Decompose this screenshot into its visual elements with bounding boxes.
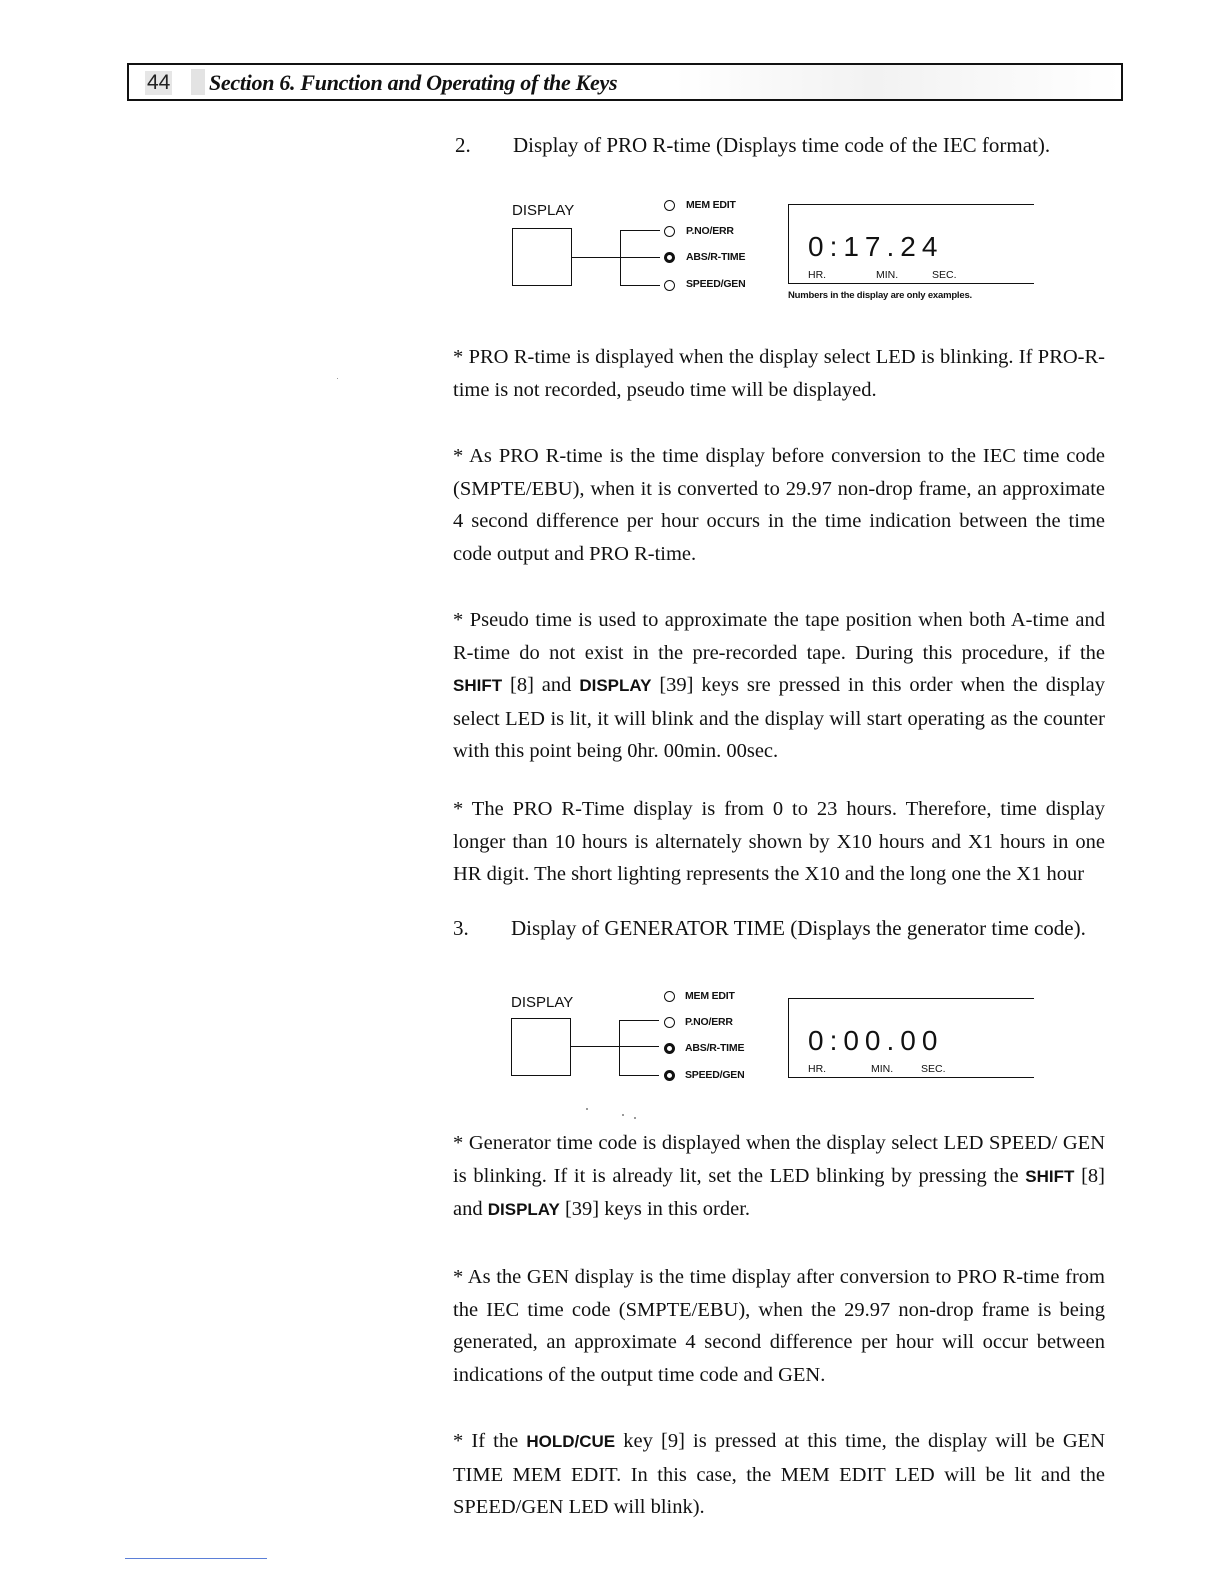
paragraph-text: [39] keys in this order. (559, 1198, 751, 1221)
body-paragraph (453, 1425, 1105, 1524)
scan-speck (586, 1108, 588, 1110)
paragraph-text: * Generator time code is displayed when the display select LED SPEED/ GEN is blinking. If it is already lit, set the LED blinking by pressing the (453, 1132, 1105, 1187)
led-label-mem-edit: MEM EDIT (686, 199, 736, 211)
connector-line (620, 257, 660, 258)
led-label-pno-err: P.NO/ERR (685, 1016, 733, 1028)
connector-line (620, 230, 660, 231)
connector-line (620, 285, 660, 286)
connector-bus (620, 230, 621, 286)
lcd-frame-top (788, 998, 1034, 999)
led-indicator-active (664, 1070, 675, 1081)
scan-speck (634, 1117, 636, 1119)
unit-hr: HR. (808, 1063, 827, 1075)
body-paragraph (453, 1127, 1105, 1227)
time-display-value: 0:00.00 (808, 1025, 944, 1056)
key-name: DISPLAY (579, 676, 652, 696)
lcd-frame-bottom (788, 1077, 1034, 1078)
led-label-speed-gen: SPEED/GEN (686, 278, 746, 290)
key-name: DISPLAY (487, 1200, 560, 1220)
connector-line (619, 1020, 659, 1021)
led-label-abs-rtime: ABS/R-TIME (685, 1042, 745, 1054)
display-key-label: DISPLAY (512, 202, 575, 219)
display-key-box (511, 1018, 571, 1076)
paragraph-text: key [9] is pressed at this time, the display will be GEN TIME MEM EDIT. In this case, the MEM EDIT LED will be lit and the SPEED/GEN LED will blink). (453, 1430, 1106, 1519)
item-number: 3. (453, 916, 469, 940)
item-number: 2. (455, 133, 471, 157)
paragraph-text: [39] keys sre pressed in this order when the display select LED is lit, it will blink and the display will start operating as the counter with this point being 0hr. 00min. 00sec. (453, 674, 1105, 763)
body-paragraph (453, 341, 1105, 406)
key-name: SHIFT (1025, 1166, 1075, 1186)
header-shading (191, 69, 205, 95)
unit-min: MIN. (876, 269, 899, 281)
paragraph-text: [8] and (453, 1164, 1105, 1221)
unit-min: MIN. (871, 1063, 894, 1075)
led-label-pno-err: P.NO/ERR (686, 225, 734, 237)
lcd-frame-top (788, 204, 1034, 205)
led-indicator (664, 1043, 675, 1054)
lcd-frame-left (788, 998, 789, 1078)
paragraph-text: * PRO R-time is displayed when the display select LED is blinking. If PRO-R-time is not recorded, pseudo time will be displayed. (453, 346, 1105, 401)
unit-sec: SEC. (932, 269, 957, 281)
display-key-box (512, 228, 572, 286)
display-note: Numbers in the display are only examples. (788, 290, 972, 301)
led-indicator-active (664, 252, 675, 263)
display-key-label: DISPLAY (511, 994, 574, 1011)
page-header (127, 63, 1123, 101)
connector-line (619, 1075, 659, 1076)
scan-speck (622, 1114, 624, 1116)
led-indicator (664, 200, 675, 211)
paragraph-text: * The PRO R-Time display is from 0 to 23 hours. Therefore, time display longer than 10 hours is alternately shown by X10 hours and X1 hours in one HR digit. The short lighting represents the X10 and the long one the X1 hour (453, 798, 1105, 886)
paragraph-text: * As the GEN display is the time display after conversion to PRO R-time from the IEC time code (SMPTE/EBU), when the 29.97 non-drop frame is being generated, an approximate 4 second difference per hour will occur between indications of the output time code and GEN. (453, 1266, 1105, 1386)
display-diagram-2 (511, 988, 1071, 1108)
unit-hr: HR. (808, 269, 827, 281)
section-title: Section 6. Function and Operating of the Keys (209, 70, 618, 95)
page-number: 44 (147, 71, 171, 94)
led-indicator (664, 1017, 675, 1028)
item-text: Display of GENERATOR TIME (Displays the generator time code). (511, 916, 1086, 940)
display-diagram-1 (512, 196, 1072, 316)
paragraph-text: [8] and (502, 674, 580, 697)
paragraph-text: * As PRO R-time is the time display before conversion to the IEC time code (SMPTE/EBU), when it is converted to 29.97 non-drop frame, an approximate 4 second difference per hour occurs in the time indication between the time code output and PRO R-time. (453, 445, 1105, 565)
time-display-value: 0:17.24 (808, 231, 944, 262)
connector-line (619, 1046, 659, 1047)
scan-speck (337, 378, 338, 379)
led-label-abs-rtime: ABS/R-TIME (686, 251, 746, 263)
item-text: Display of PRO R-time (Displays time code of the IEC format). (513, 133, 1051, 157)
paragraph-text: * Pseudo time is used to approximate the tape position when both A-time and R-time do not exist in the pre-recorded tape. During this procedure, if the (453, 609, 1105, 664)
led-indicator (664, 280, 675, 291)
body-paragraph (453, 604, 1105, 768)
key-name: SHIFT (453, 676, 503, 696)
body-paragraph (453, 1261, 1105, 1391)
lcd-frame-bottom (788, 283, 1034, 284)
body-paragraph (453, 440, 1105, 570)
lcd-frame-left (788, 204, 789, 284)
led-indicator (664, 226, 675, 237)
connector-line (572, 257, 620, 258)
paragraph-text: * If the (453, 1430, 527, 1452)
led-label-mem-edit: MEM EDIT (685, 990, 735, 1002)
connector-line (571, 1046, 619, 1047)
led-indicator (664, 991, 675, 1002)
footer-rule (125, 1558, 267, 1559)
key-name: HOLD/CUE (526, 1432, 616, 1451)
body-paragraph (453, 793, 1105, 891)
connector-bus (619, 1020, 620, 1076)
unit-sec: SEC. (921, 1063, 946, 1075)
led-label-speed-gen: SPEED/GEN (685, 1069, 745, 1081)
